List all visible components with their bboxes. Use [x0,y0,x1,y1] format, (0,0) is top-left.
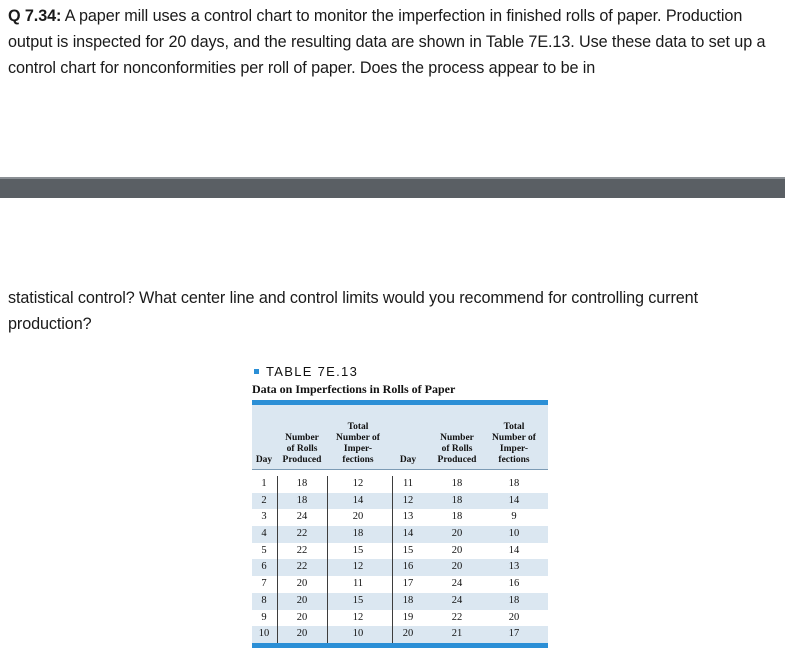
cell-rolls-1: 20 [296,611,308,623]
header-imperfections-1: Total Number of Imper- fections [336,422,380,465]
cell-day-1: 6 [261,561,267,573]
table-row [252,493,548,510]
cell-imperfections-1: 10 [352,628,364,640]
header-day-1: Day [255,455,273,465]
table-row [252,610,548,627]
table-row [252,526,548,543]
cell-day-2: 17 [402,578,414,590]
cell-day-2: 20 [402,628,414,640]
cell-rolls-1: 18 [296,494,308,506]
column-divider [392,526,393,543]
table-label: TABLE 7E.13 [266,364,359,379]
cell-rolls-1: 20 [296,578,308,590]
cell-day-1: 9 [261,611,267,623]
column-divider [277,526,278,543]
cell-rolls-2: 22 [451,611,463,623]
column-divider [277,476,278,493]
table-row [252,593,548,610]
cell-imperfections-1: 11 [352,578,364,590]
column-divider [392,610,393,627]
cell-imperfections-2: 16 [508,578,520,590]
table-bottom-rule [252,643,548,648]
cell-rolls-1: 20 [296,628,308,640]
column-divider [327,610,328,627]
table-caption: Data on Imperfections in Rolls of Paper [252,382,456,396]
column-divider [277,509,278,526]
cell-day-2: 19 [402,611,414,623]
column-divider [327,543,328,560]
column-divider [392,576,393,593]
cell-imperfections-1: 14 [352,494,364,506]
column-divider [327,476,328,493]
column-divider [277,559,278,576]
cell-day-1: 1 [261,478,267,489]
cell-rolls-1: 20 [296,594,308,606]
cell-rolls-2: 20 [451,528,463,540]
column-divider [277,593,278,610]
cell-day-1: 10 [258,628,270,640]
cell-rolls-1: 22 [296,544,308,556]
header-rolls-2: Number of Rolls Produced [437,433,477,465]
cell-imperfections-1: 12 [352,478,364,489]
column-divider [327,526,328,543]
question-text-1: A paper mill uses a control chart to monitor the imperfection in finished rolls of paper. Production output is inspected for 20 days, and the resulting data are shown in Table 7E.13. Use these data to set up a control chart for nonconformities per roll of paper. Does the process appear to be in [8,7,766,77]
question-paragraph-1 [8,3,778,81]
question-paragraph-2 [8,285,778,337]
cell-day-1: 3 [261,511,267,523]
column-divider [277,576,278,593]
column-divider [392,626,393,643]
column-divider [327,493,328,510]
table-row [252,576,548,593]
header-rolls-1: Number of Rolls Produced [282,433,322,465]
cell-imperfections-2: 14 [508,494,520,506]
cell-day-1: 8 [261,594,267,606]
table-row [252,626,548,643]
cell-imperfections-1: 15 [352,544,364,556]
cell-day-2: 14 [402,528,414,540]
column-divider [277,543,278,560]
column-divider [327,626,328,643]
cell-imperfections-1: 12 [352,611,364,623]
cell-rolls-1: 22 [296,561,308,573]
cell-rolls-2: 20 [451,544,463,556]
table-marker-icon [254,369,259,374]
cell-day-1: 5 [261,544,267,556]
cell-rolls-2: 18 [451,511,463,523]
column-divider [277,610,278,627]
column-divider [392,509,393,526]
cell-rolls-1: 24 [296,511,308,523]
table-row [252,509,548,526]
cell-imperfections-2: 13 [508,561,520,573]
cell-day-2: 18 [402,594,414,606]
cell-rolls-2: 24 [451,578,463,590]
table-row [252,559,548,576]
cell-imperfections-2: 14 [508,544,520,556]
cell-day-2: 16 [402,561,414,573]
cell-rolls-2: 18 [451,478,463,489]
table-label-row [252,364,548,380]
column-divider [327,559,328,576]
header-day-2: Day [399,455,417,465]
cell-day-1: 7 [261,578,267,590]
cell-rolls-2: 18 [451,494,463,506]
cell-imperfections-2: 9 [511,511,517,523]
cell-rolls-2: 20 [451,561,463,573]
cell-day-2: 15 [402,544,414,556]
column-divider [277,626,278,643]
column-divider [392,593,393,610]
data-table [252,364,548,648]
table-row [252,476,548,493]
cell-imperfections-2: 18 [508,478,520,489]
cell-imperfections-2: 20 [508,611,520,623]
cell-day-2: 13 [402,511,414,523]
cell-imperfections-2: 17 [508,628,520,640]
column-divider [392,543,393,560]
column-divider [327,576,328,593]
cell-rolls-1: 22 [296,528,308,540]
column-divider [392,559,393,576]
cell-day-1: 4 [261,528,267,540]
cell-imperfections-2: 18 [508,594,520,606]
cell-day-2: 11 [402,478,414,489]
header-imperfections-2: Total Number of Imper- fections [492,422,536,465]
cell-imperfections-1: 12 [352,561,364,573]
table-header [252,405,548,470]
cell-rolls-2: 21 [451,628,463,640]
cell-imperfections-1: 18 [352,528,364,540]
question-number: Q 7.34: [8,7,62,25]
cell-day-2: 12 [402,494,414,506]
cell-rolls-1: 18 [296,478,308,489]
column-divider [277,493,278,510]
page-divider [0,177,785,198]
table-body [252,470,548,643]
column-divider [392,476,393,493]
question-text-2: statistical control? What center line and control limits would you recommend for controlling current production? [8,289,698,333]
cell-imperfections-2: 10 [508,528,520,540]
cell-imperfections-1: 20 [352,511,364,523]
column-divider [392,493,393,510]
column-divider [327,509,328,526]
cell-day-1: 2 [261,494,267,506]
cell-imperfections-1: 15 [352,594,364,606]
column-divider [327,593,328,610]
table-row [252,543,548,560]
cell-rolls-2: 24 [451,594,463,606]
